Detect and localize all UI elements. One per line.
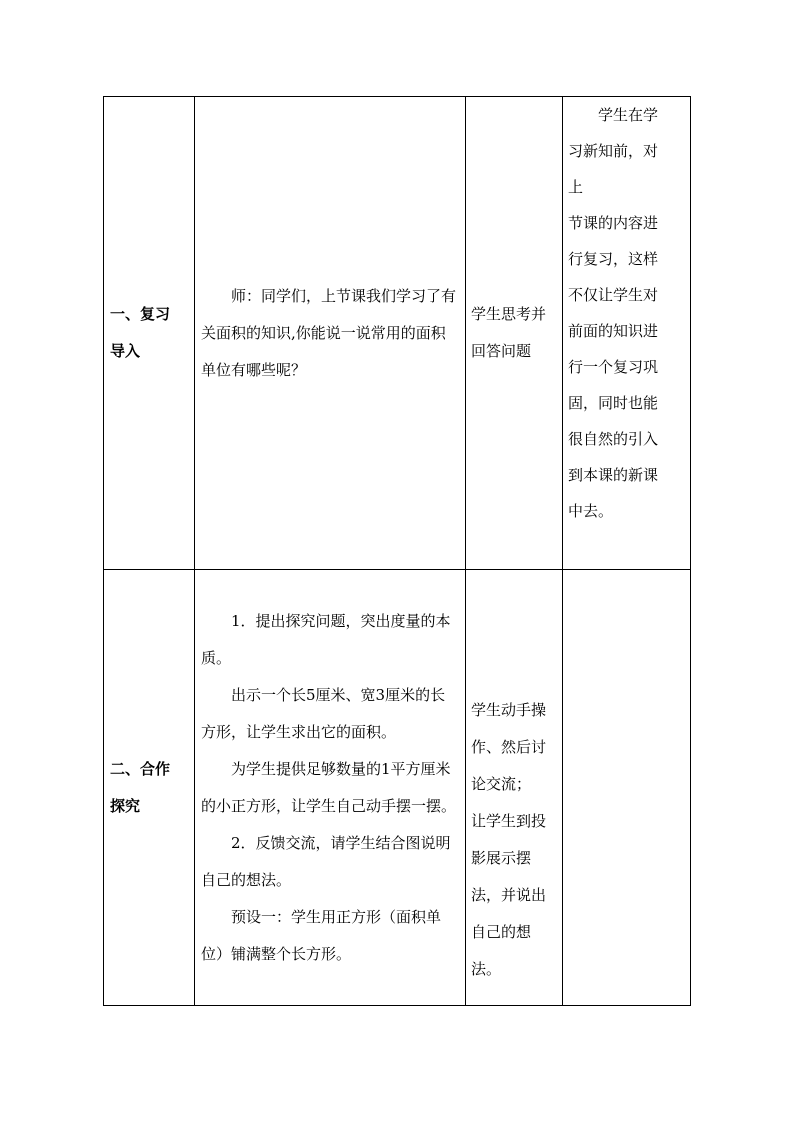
table-row	[104, 570, 691, 1006]
design-line: 中去。	[568, 502, 614, 520]
student-activity-cell	[466, 97, 563, 570]
design-line: 节课的内容进	[568, 214, 659, 232]
design-line: 行一个复习巩	[568, 358, 659, 376]
student-paragraph: 学生思考并回答问题	[471, 305, 547, 360]
stage-label: 导入	[110, 342, 141, 360]
stage-cell	[104, 570, 195, 1006]
design-line: 到本课的新课	[568, 466, 659, 484]
student-activity-cell	[466, 570, 563, 1006]
design-line: 很自然的引入	[568, 430, 659, 448]
teacher-activity-cell	[195, 97, 466, 570]
design-intent-cell	[563, 570, 691, 1006]
stage-label: 一、复习	[110, 305, 171, 323]
design-line: 习新知前，对	[568, 142, 659, 160]
student-paragraph: 让学生到投影展示摆法，并说出自己的想法。	[471, 811, 547, 978]
teacher-activity-cell	[195, 570, 466, 1006]
teacher-paragraph: 出示一个长5厘米、宽3厘米的长方形，让学生求出它的面积。	[201, 685, 446, 741]
teacher-paragraph: 预设一：学生用正方形（面积单位）铺满整个长方形。	[201, 907, 442, 963]
table-row	[104, 97, 691, 570]
design-line: 上	[568, 178, 584, 196]
teacher-paragraph: 1．提出探究问题，突出度量的本质。	[201, 611, 451, 667]
teacher-paragraph: 为学生提供足够数量的1平方厘米的小正方形，让学生自己动手摆一摆。	[201, 759, 457, 815]
teacher-paragraph: 师：同学们，上节课我们学习了有关面积的知识,你能说一说常用的面积单位有哪些呢？	[201, 286, 457, 379]
design-line: 行复习，这样	[568, 250, 659, 268]
student-paragraph: 学生动手操作、然后讨论交流；	[471, 700, 547, 793]
stage-label: 探究	[110, 796, 141, 815]
teacher-paragraph: 2．反馈交流，请学生结合图说明自己的想法。	[201, 833, 451, 889]
design-line: 学生在学	[598, 106, 659, 124]
design-line: 不仅让学生对	[568, 286, 659, 304]
design-intent-cell	[563, 97, 691, 570]
design-line: 前面的知识进	[568, 322, 659, 340]
stage-label: 二、合作	[110, 759, 171, 778]
design-line: 固，同时也能	[568, 394, 659, 412]
lesson-plan-table	[103, 96, 691, 1006]
stage-cell	[104, 97, 195, 570]
